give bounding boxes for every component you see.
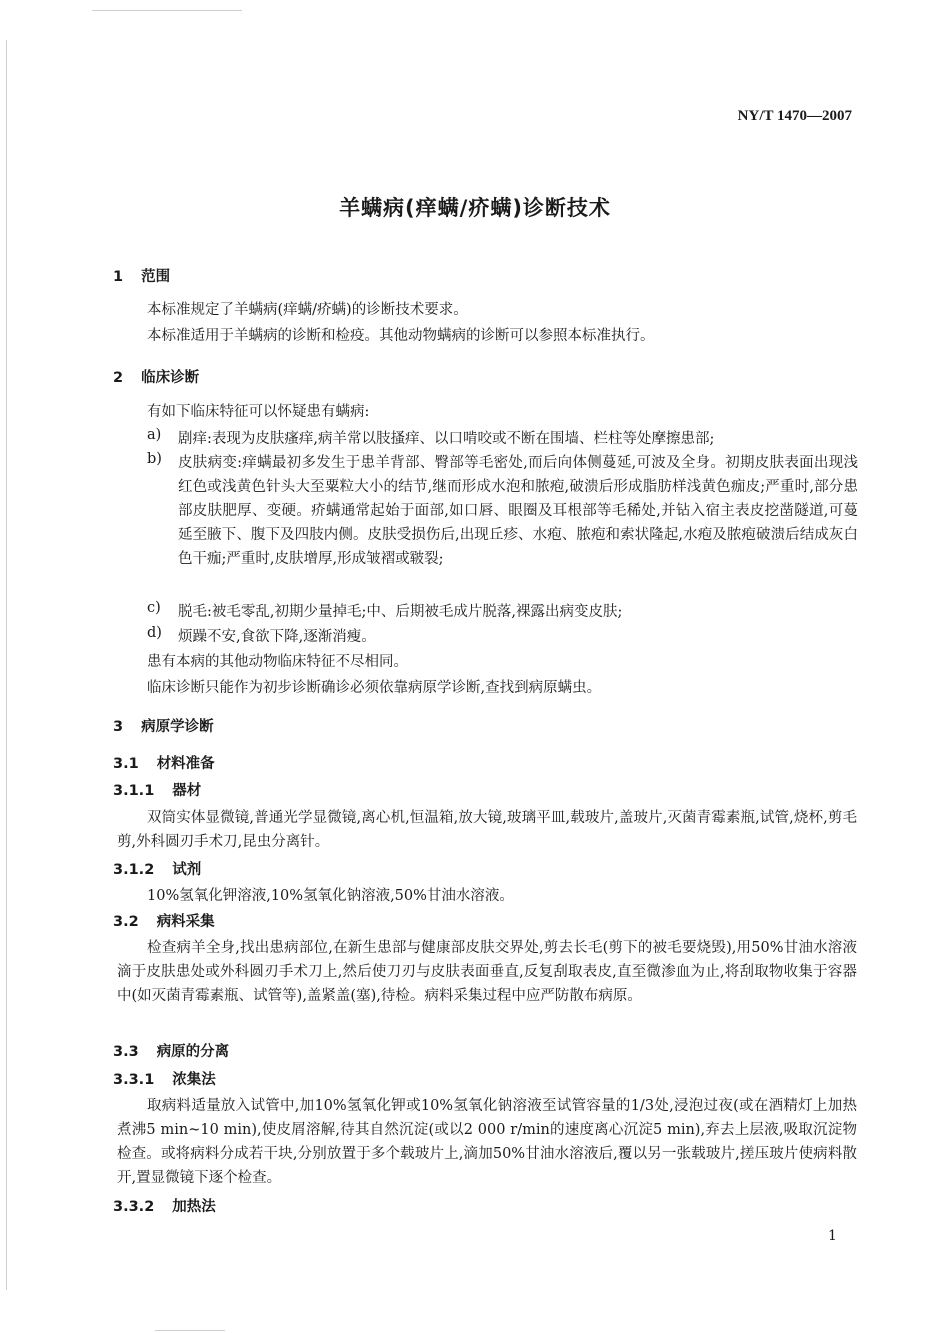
section-title: 病原的分离 (156, 1044, 230, 1060)
scan-mark (6, 40, 7, 1290)
section-title: 试剂 (172, 862, 202, 878)
section-title: 材料准备 (156, 756, 215, 772)
section-title: 浓集法 (172, 1072, 216, 1088)
paragraph: 有如下临床特征可以怀疑患有螨病: (147, 404, 370, 420)
section-number: 2 (113, 370, 124, 386)
paragraph: 10%氢氧化钾溶液,10%氢氧化钠溶液,50%甘油水溶液。 (147, 888, 514, 904)
paragraph: 患有本病的其他动物临床特征不尽相同。 (147, 654, 408, 670)
section-title: 范围 (141, 269, 171, 285)
list-item-text: 脱毛:被毛零乱,初期少量掉毛;中、后期被毛成片脱落,裸露出病变皮肤; (178, 604, 623, 620)
document-title: 羊螨病(痒螨/疥螨)诊断技术 (339, 196, 611, 220)
section-number: 3.3.2 (113, 1199, 155, 1215)
section-number: 3.1.2 (113, 862, 155, 878)
list-label: c) (147, 600, 161, 616)
section-3-heading (113, 715, 214, 736)
paragraph: 检查病羊全身,找出患病部位,在新生患部与健康部皮肤交界处,剪去长毛(剪下的被毛要烧毁),用50%甘油水溶液滴于皮肤患处或外科圆刃手术刀上,然后使刀刃与皮肤表面垂直,反复刮取表皮,直至微渗血为止,将刮取物收集于容器中(如灭菌青霉素瓶、试管等),盖紧盖(塞),待检。病料采集过程中应严防散布病原。 (117, 940, 857, 1004)
subsection-3-3-2-heading (113, 1195, 216, 1216)
section-title: 病料采集 (156, 914, 215, 930)
paragraph: 本标准规定了羊螨病(痒螨/疥螨)的诊断技术要求。 (147, 302, 468, 318)
section-title: 病原学诊断 (141, 719, 214, 735)
section-number: 3.2 (113, 914, 139, 930)
paragraph: 取病料适量放入试管中,加10%氢氧化钾或10%氢氧化钠溶液至试管容量的1/3处,浸泡过夜(或在酒精灯上加热煮沸5 min~10 min),使皮屑溶解,待其自然沉淀(或以2 000 r/min的速度离心沉淀5 min),弃去上层液,吸取沉淀物检查。或将病料分成若干块,分别放置于多个载玻片上,滴加50%甘油水溶液后,覆以另一张载玻片,搓压玻片使病料散开,置显微镜下逐个检查。 (117, 1098, 857, 1186)
paragraph: 临床诊断只能作为初步诊断确诊必须依靠病原学诊断,查找到病原螨虫。 (147, 680, 602, 696)
subsection-3-2-heading (113, 910, 215, 931)
page-number: 1 (828, 1228, 837, 1244)
subsection-3-3-1-heading (113, 1068, 216, 1089)
paragraph: 双筒实体显微镜,普通光学显微镜,离心机,恒温箱,放大镜,玻璃平皿,载玻片,盖玻片,灭菌青霉素瓶,试管,烧杯,剪毛剪,外科圆刃手术刀,昆虫分离针。 (117, 810, 857, 850)
list-label: b) (147, 451, 162, 467)
subsection-3-1-heading (113, 752, 215, 773)
list-label: a) (147, 427, 162, 443)
list-item-text: 皮肤病变:痒螨最初多发生于患羊背部、臀部等毛密处,而后向体侧蔓延,可波及全身。初期皮肤表面出现浅红色或浅黄色针头大至粟粒大小的结节,继而形成水泡和脓疱,破溃后形成脂肪样浅黄色痂皮;严重时,部分患部皮肤肥厚、变硬。疥螨通常起始于面部,如口唇、眼圈及耳根部等毛稀处,并钻入宿主表皮挖凿隧道,可蔓延至腋下、腹下及四肢内侧。皮肤受损伤后,出现丘疹、水疱、脓疱和索状隆起,水疱及脓疱破溃后结成灰白色干痂;严重时,皮肤增厚,形成皱褶或皲裂; (178, 455, 858, 567)
section-title: 临床诊断 (141, 370, 200, 386)
standard-number: NY/T 1470—2007 (737, 108, 852, 124)
section-title: 器材 (172, 783, 202, 799)
section-number: 3.3.1 (113, 1072, 155, 1088)
section-number: 3.1.1 (113, 783, 155, 799)
section-1-heading (113, 265, 170, 286)
paragraph: 本标准适用于羊螨病的诊断和检疫。其他动物螨病的诊断可以参照本标准执行。 (147, 328, 655, 344)
list-item-text: 剧痒:表现为皮肤瘙痒,病羊常以肢搔痒、以口啃咬或不断在围墙、栏柱等处摩擦患部; (178, 431, 715, 447)
list-item-text: 烦躁不安,食欲下降,逐渐消瘦。 (178, 629, 376, 645)
scan-mark (155, 1330, 225, 1331)
scan-mark (92, 10, 242, 11)
section-title: 加热法 (172, 1199, 216, 1215)
section-number: 3.3 (113, 1044, 139, 1060)
subsection-3-3-heading (113, 1040, 229, 1061)
section-2-heading (113, 366, 199, 387)
section-number: 3 (113, 719, 124, 735)
section-number: 1 (113, 269, 124, 285)
list-label: d) (147, 625, 162, 641)
section-number: 3.1 (113, 756, 139, 772)
subsection-3-1-1-heading (113, 779, 201, 800)
subsection-3-1-2-heading (113, 858, 201, 879)
